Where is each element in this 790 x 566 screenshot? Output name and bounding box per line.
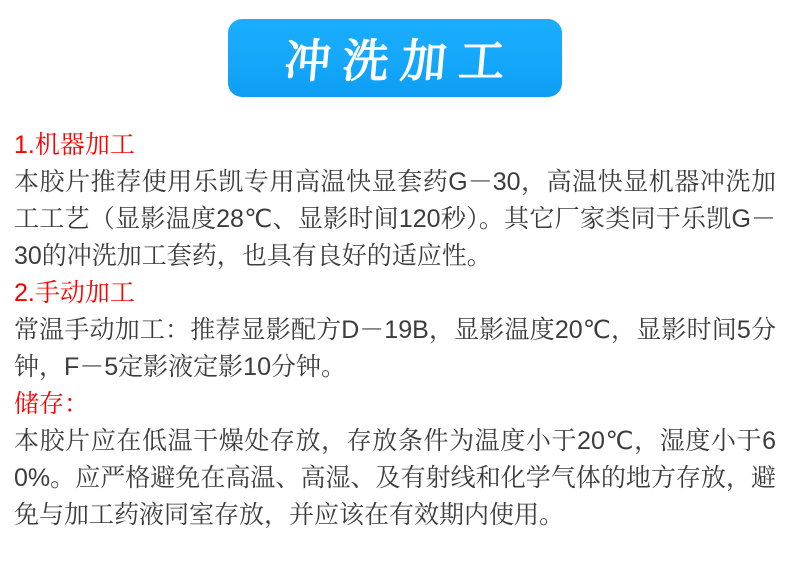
section-heading-machine-processing: 1.机器加工	[14, 131, 135, 159]
banner-title: 冲洗加工	[282, 35, 520, 87]
section-storage	[14, 386, 776, 534]
product-detail-page	[0, 19, 790, 566]
section-body-storage: 本胶片应在低温干燥处存放，存放条件为温度小于20℃，湿度小于60%。应严格避免在高温、高湿、及有射线和化学气体的地方存放，避免与加工药液同室存放，并应该在有效期内使用。	[14, 427, 776, 529]
section-body-machine-processing: 本胶片推荐使用乐凯专用高温快显套药G－30，高温快显机器冲洗加工工艺（显影温度28℃、显影时间120秒）。其它厂家类同于乐凯G－30的冲洗加工套药，也具有良好的适应性。	[14, 168, 776, 270]
section-manual-processing	[14, 275, 776, 386]
section-machine-processing	[14, 127, 776, 275]
section-body-manual-processing: 常温手动加工：推荐显影配方D－19B，显影温度20℃，显影时间5分钟，F－5定影液定影10分钟。	[14, 316, 776, 381]
banner	[228, 19, 562, 97]
article-content	[0, 97, 790, 534]
section-heading-manual-processing: 2.手动加工	[14, 279, 135, 307]
section-heading-storage: 储存：	[14, 390, 90, 418]
